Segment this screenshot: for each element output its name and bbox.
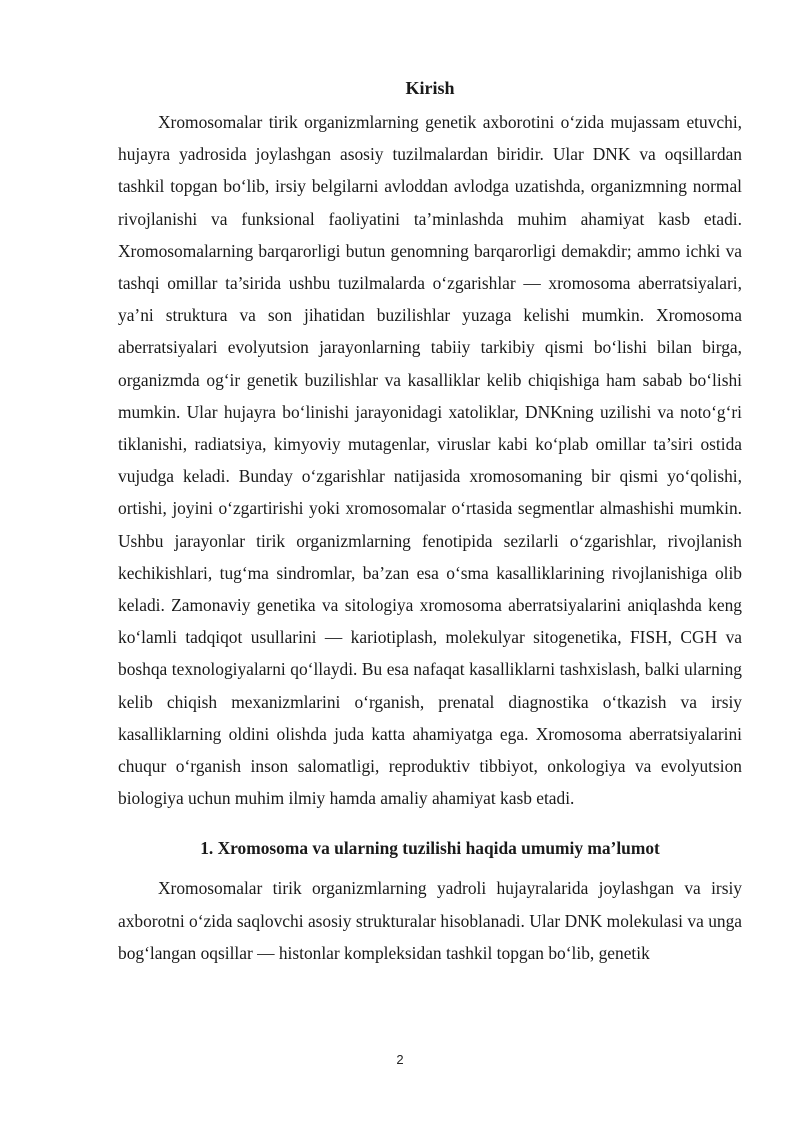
page-number: 2	[396, 1052, 404, 1067]
page-title: Kirish	[405, 78, 455, 98]
section-paragraph: Xromosomalar tirik organizmlarning yadroli hujayralarida joylashgan va irsiy axborotni o‘zida saqlovchi asosiy strukturalar hisoblanadi. Ular DNK molekulasi va unga bog‘langan oqsillar — histonlar kompleksidan tashkil topgan bo‘lib, genetik	[118, 878, 742, 963]
intro-paragraph: Xromosomalar tirik organizmlarning genetik axborotini o‘zida mujassam etuvchi, hujayra yadrosida joylashgan asosiy tuzilmalardan biridir. Ular DNK va oqsillardan tashkil topgan bo‘lib, irsiy belgilarni avloddan avlodga uzatishda, organizmning normal rivojlanishi va funksional faoliyatini ta’minlashda muhim ahamiyat kasb etadi. Xromosomalarning barqarorligi butun genomning barqarorligi demakdir; ammo ichki va tashqi omillar ta’sirida ushbu tuzilmalarda o‘zgarishlar — xromosoma aberratsiyalari, ya’ni struktura va son jihatidan buzilishlar yuzaga kelishi mumkin. Xromosoma aberratsiyalari evolyutsion jarayonlarning tabiiy tarkibiy qismi bo‘lishi bilan birga, organizmda og‘ir genetik buzilishlar va kasalliklar kelib chiqishiga ham sabab bo‘lishi mumkin. Ular hujayra bo‘linishi jarayonidagi xatoliklar, DNKning uzilishi va noto‘g‘ri tiklanishi, radiatsiya, kimyoviy mutagenlar, viruslar kabi ko‘plab omillar ta’siri ostida vujudga keladi. Bunday o‘zgarishlar natijasida xromosomaning bir qismi yo‘qolishi, ortishi, joyini o‘zgartirishi yoki xromosomalar o‘rtasida segmentlar almashishi mumkin. Ushbu jarayonlar tirik organizmlarning fenotipida sezilarli o‘zgarishlar, rivojlanish kechikishlari, tug‘ma sindromlar, ba’zan esa o‘sma kasalliklarining rivojlanishiga olib keladi. Zamonaviy genetika va sitologiya xromosoma aberratsiyalarini aniqlashda keng ko‘lamli tadqiqot usullarini — kariotiplash, molekulyar sitogenetika, FISH, CGH va boshqa texnologiyalarni qo‘llaydi. Bu esa nafaqat kasalliklarni tashxislash, balki ularning kelib chiqish mexanizmlarini o‘rganish, prenatal diagnostika o‘tkazish va irsiy kasalliklarning oldini olishda juda katta ahamiyatga ega. Xromosoma aberratsiyalarini chuqur o‘rganish inson salomatligi, reproduktiv tibbiyot, onkologiya va evolyutsion biologiya uchun muhim ilmiy hamda amaliy ahamiyat kasb etadi.	[118, 112, 742, 809]
document-page	[118, 74, 742, 969]
section-heading: 1. Xromosoma va ularning tuzilishi haqida umumiy ma’lumot	[200, 838, 660, 859]
